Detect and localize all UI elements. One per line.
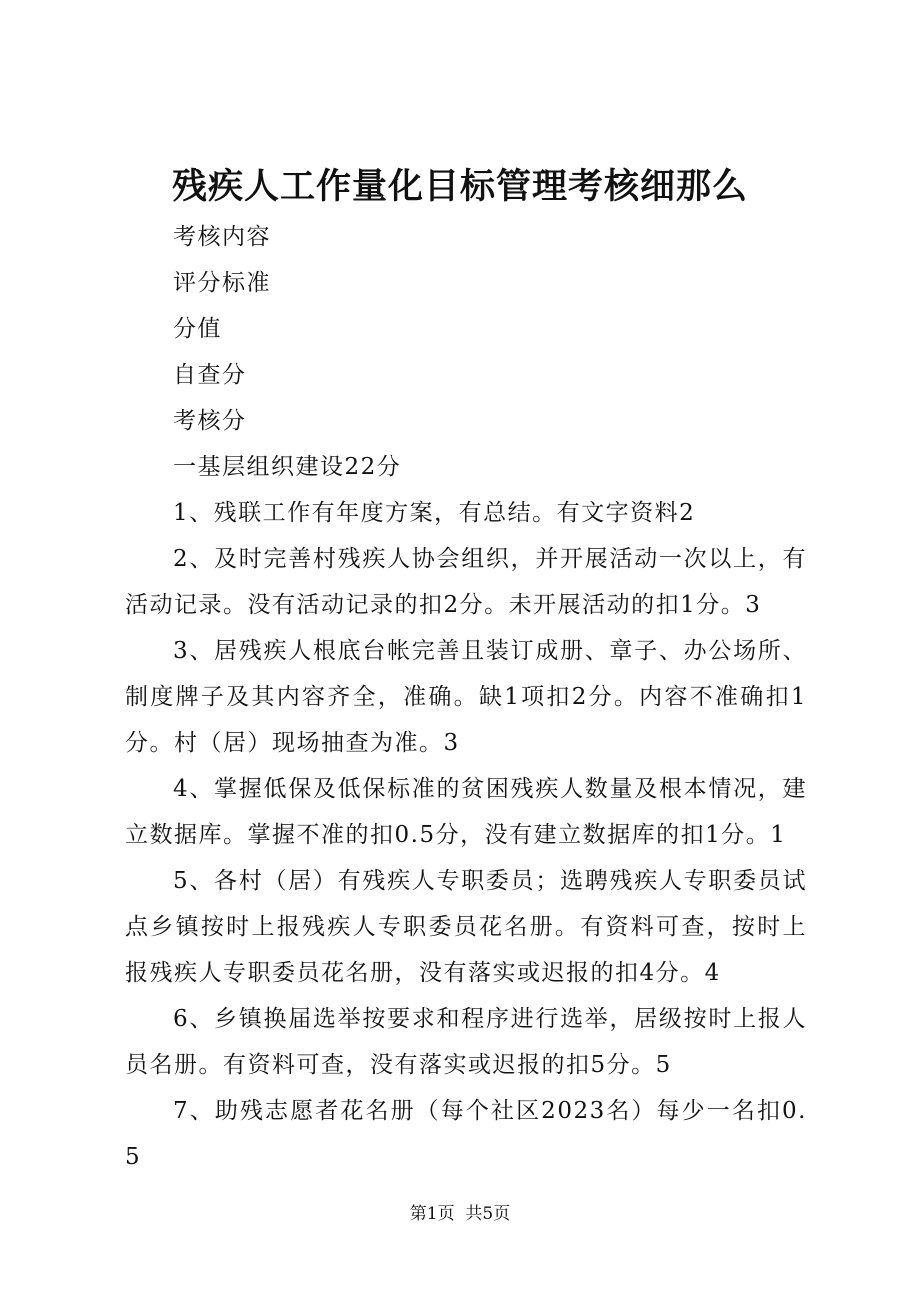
paragraph-item-header-criteria: 评分标准 bbox=[173, 270, 271, 296]
paragraph-item-3: 3、居残疾人根底台帐完善且装订成册、章子、办公场所、制度牌子及其内容齐全，准确。缺1项扣2分。内容不准确扣1分。村（居）现场抽查为准。3 bbox=[125, 638, 807, 756]
paragraph-item-1: 1、残联工作有年度方案，有总结。有文字资料2 bbox=[173, 500, 696, 526]
section-heading: 一基层组织建设22分 bbox=[173, 454, 402, 480]
paragraph-item-header-self-check: 自查分 bbox=[173, 362, 247, 388]
paragraph-item-2: 2、及时完善村残疾人协会组织，并开展活动一次以上，有活动记录。没有活动记录的扣2分。未开展活动的扣1分。3 bbox=[125, 546, 807, 618]
paragraph-item-6: 6、乡镇换届选举按要求和程序进行选举，居级按时上报人员名册。有资料可查，没有落实或迟报的扣5分。5 bbox=[125, 1006, 807, 1078]
page-footer: 第1页 共5页 bbox=[409, 1204, 511, 1224]
paragraph-item-5: 5、各村（居）有残疾人专职委员；选聘残疾人专职委员试点乡镇按时上报残疾人专职委员花名册。有资料可查，按时上报残疾人专职委员花名册，没有落实或迟报的扣4分。4 bbox=[125, 868, 807, 986]
paragraph-item-header-assessment: 考核分 bbox=[173, 408, 247, 434]
paragraph-item-7: 7、助残志愿者花名册（每个社区2023名）每少一名扣0.5 bbox=[125, 1098, 807, 1170]
paragraph-item-header-score: 分值 bbox=[173, 316, 222, 342]
paragraph-item-header-content: 考核内容 bbox=[173, 224, 271, 250]
document-body bbox=[125, 214, 807, 1180]
document-title: 残疾人工作量化目标管理考核细那么 bbox=[171, 166, 748, 207]
paragraph-item-4: 4、掌握低保及低保标准的贫困残疾人数量及根本情况，建立数据库。掌握不准的扣0.5分，没有建立数据库的扣1分。1 bbox=[125, 776, 807, 848]
